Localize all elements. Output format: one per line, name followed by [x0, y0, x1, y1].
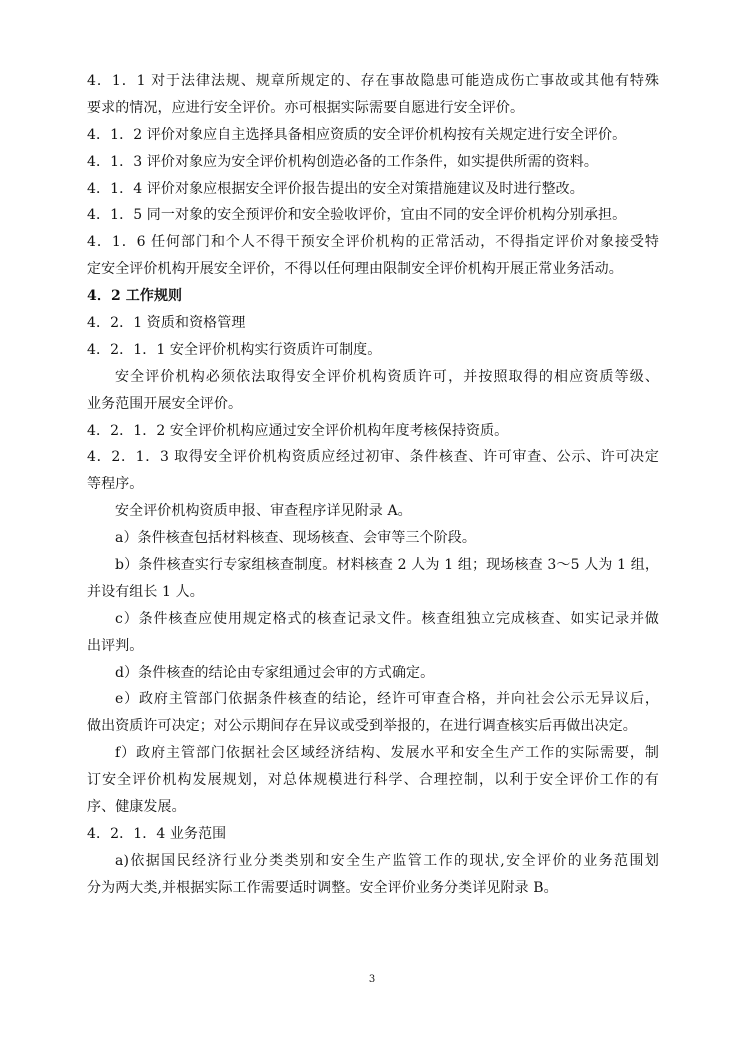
page-number: 3 — [368, 974, 376, 985]
subsection-heading-4-2-1: 4．2．1 资质和资格管理 — [87, 315, 246, 332]
clause-4-2-1-3-line-2: 等程序。 — [87, 476, 144, 493]
item-f-line-1: f）政府主管部门依据社会区域经济结构、发展水平和安全生产工作的实际需要，制 — [115, 745, 659, 762]
clause-4-1-5: 4．1．5 同一对象的安全预评价和安全验收评价，宜由不同的安全评价机构分别承担。 — [87, 207, 627, 224]
item-b-line-1: b）条件核查实行专家组核查制度。材料核查 2 人为 1 组；现场核查 3～5 人为 1 组， — [115, 557, 659, 574]
item-e-line-2: 做出资质许可决定；对公示期间存在异议或受到举报的，在进行调查核实后再做出决定。 — [87, 718, 637, 735]
item-b-line-2: 并设有组长 1 人。 — [87, 583, 204, 600]
clause-4-2-1-4: 4．2．1．4 业务范围 — [87, 825, 227, 842]
clause-4-1-4: 4．1．4 评价对象应根据安全评价报告提出的安全对策措施建议及时进行整改。 — [87, 180, 584, 197]
paragraph-qualification-line-2: 业务范围开展安全评价。 — [87, 395, 243, 412]
paragraph-qualification-line-1: 安全评价机构必须依法取得安全评价机构资质许可，并按照取得的相应资质等级、 — [115, 368, 659, 385]
document-body — [87, 68, 659, 902]
business-scope-line-2: 分为两大类,并根据实际工作需要适时调整。安全评价业务分类详见附录 B。 — [87, 879, 558, 896]
item-f-line-2: 订安全评价机构发展规划，对总体规模进行科学、合理控制，以利于安全评价工作的有 — [87, 772, 659, 789]
clause-4-2-1-3-line-1: 4．2．1．3 取得安全评价机构资质应经过初审、条件核查、许可审查、公示、许可决定 — [87, 449, 659, 466]
clause-4-1-6-line-1: 4．1．6 任何部门和个人不得干预安全评价机构的正常活动，不得指定评价对象接受特 — [87, 234, 659, 251]
clause-4-1-1-line-2: 要求的情况，应进行安全评价。亦可根据实际需要自愿进行安全评价。 — [87, 99, 525, 116]
clause-4-2-1-2: 4．2．1．2 安全评价机构应通过安全评价机构年度考核保持资质。 — [87, 422, 509, 439]
paragraph-appendix-a: 安全评价机构资质申报、审查程序详见附录 A。 — [115, 503, 412, 520]
item-c-line-1: c）条件核查应使用规定格式的核查记录文件。核查组独立完成核查、如实记录并做 — [115, 610, 659, 627]
item-c-line-2: 出评判。 — [87, 637, 144, 654]
item-f-line-3: 序、健康发展。 — [87, 799, 186, 816]
clause-4-2-1-1: 4．2．1．1 安全评价机构实行资质许可制度。 — [87, 341, 382, 358]
section-heading-4-2: 4．2 工作规则 — [87, 288, 183, 305]
item-d: d）条件核查的结论由专家组通过会审的方式确定。 — [115, 664, 435, 681]
item-e-line-1: e）政府主管部门依据条件核查的结论，经许可审查合格，并向社会公示无异议后， — [115, 691, 659, 708]
clause-4-1-1-line-1: 4．1．1 对于法律法规、规章所规定的、存在事故隐患可能造成伤亡事故或其他有特殊 — [87, 73, 659, 89]
clause-4-1-6-line-2: 定安全评价机构开展安全评价，不得以任何理由限制安全评价机构开展正常业务活动。 — [87, 261, 623, 278]
clause-4-1-3: 4．1．3 评价对象应为安全评价机构创造必备的工作条件，如实提供所需的资料。 — [87, 153, 598, 170]
business-scope-line-1: a)依据国民经济行业分类类别和安全生产监管工作的现状,安全评价的业务范围划 — [115, 852, 659, 869]
item-a: a）条件核查包括材料核查、现场核查、会审等三个阶段。 — [115, 530, 476, 547]
clause-4-1-2: 4．1．2 评价对象应自主选择具备相应资质的安全评价机构按有关规定进行安全评价。 — [87, 126, 627, 143]
